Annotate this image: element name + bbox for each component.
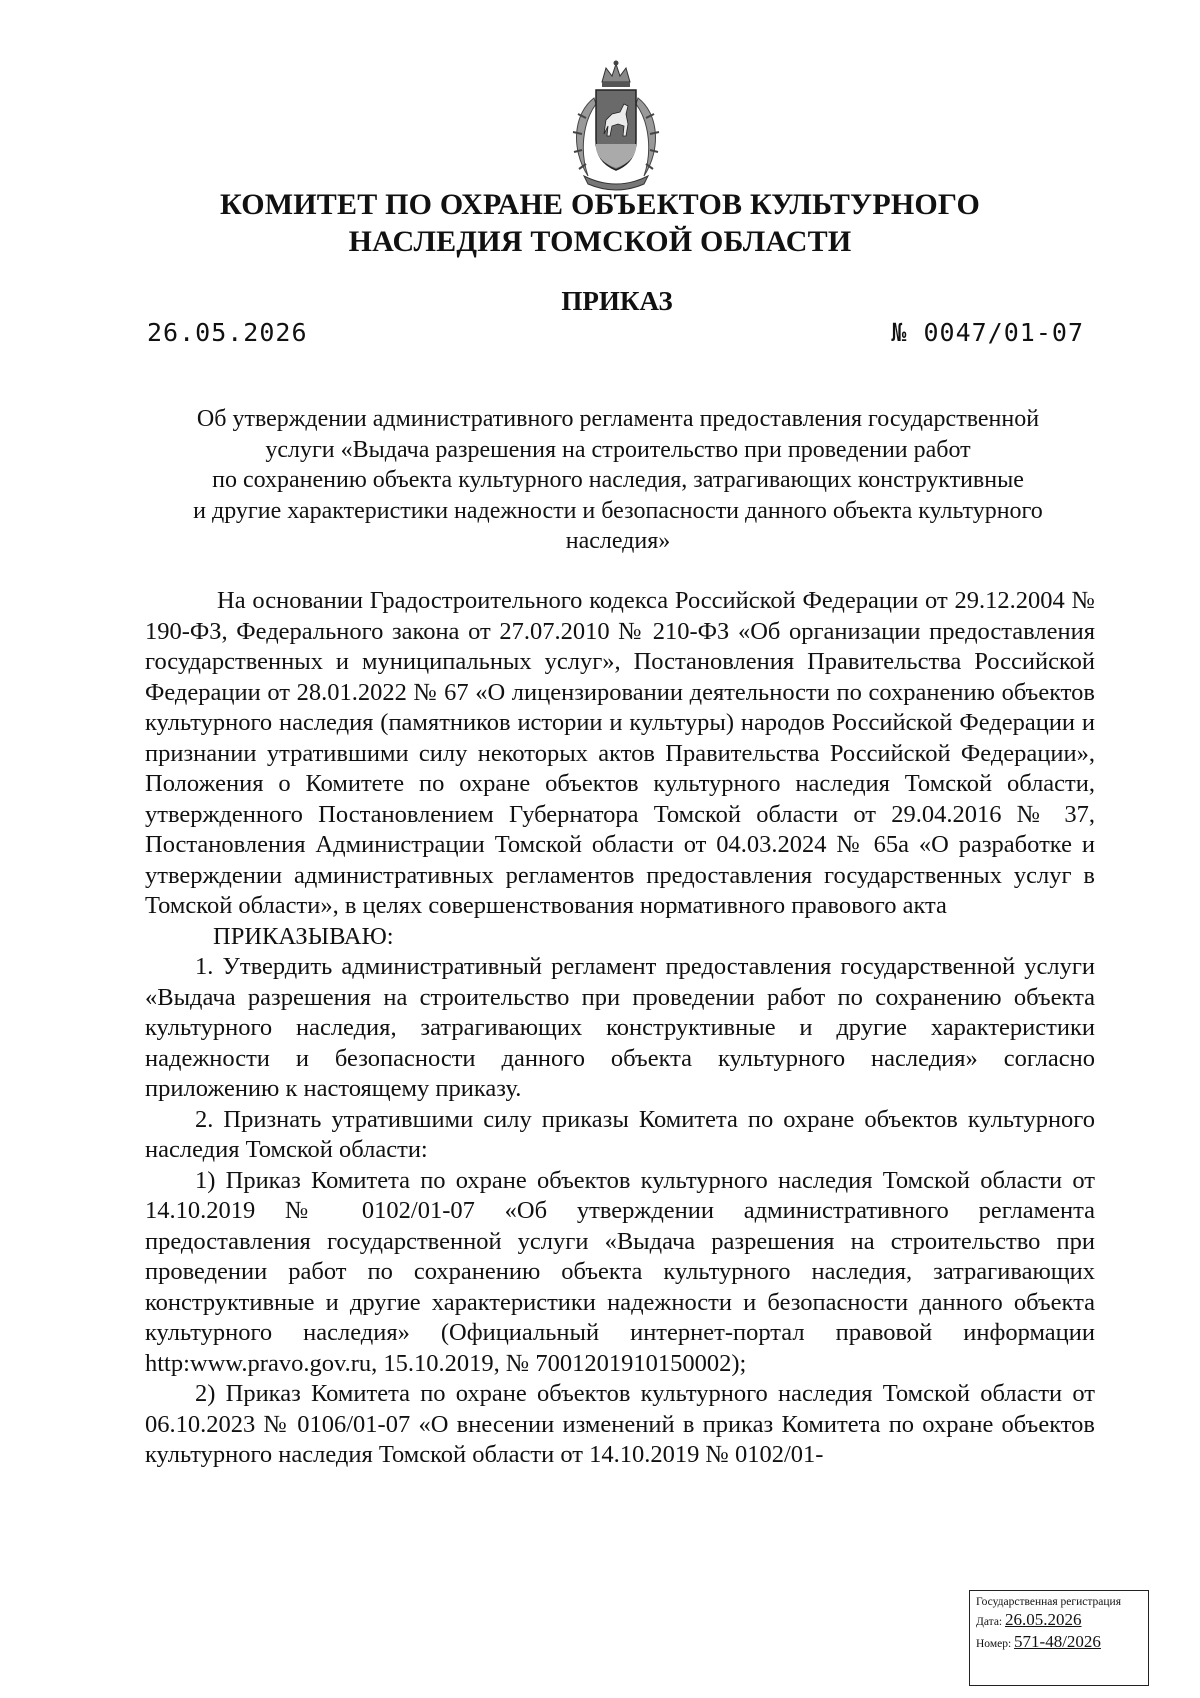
order-number: № 0047/01-07 [891, 318, 1084, 347]
document-type-heading: ПРИКАЗ [561, 286, 673, 316]
order-date: 26.05.2026 [147, 318, 308, 347]
organization-title-line2: НАСЛЕДИЯ ТОМСКОЙ ОБЛАСТИ [348, 225, 852, 258]
subject-line: по сохранению объекта культурного наследия, затрагивающих конструктивные [212, 467, 1024, 493]
subject-line: наследия» [565, 528, 671, 554]
registration-date-label: Дата: [976, 1616, 1003, 1628]
order-directive-word: ПРИКАЗЫВАЮ: [213, 922, 394, 950]
coat-of-arms-emblem [560, 58, 672, 194]
subject-line: услуги «Выдача разрешения на строительство при проведении работ [265, 436, 971, 463]
organization-title-line1: КОМИТЕТ ПО ОХРАНЕ ОБЪЕКТОВ КУЛЬТУРНОГО [220, 188, 980, 221]
organization-title [140, 186, 1060, 260]
preamble-paragraph: На основании Градостроительного кодекса Российской Федерации от 29.12.2004 № 190-ФЗ, Федерального закона от 27.07.2010 № 210-ФЗ «Об организации предоставления государственных и муниципальных услуг», Постановления Правительства Российской Федерации от 28.01.2022 № 67 «О лицензировании деятельности по сохранению объектов культурного наследия (памятников истории и культуры) народов Российской Федерации и признании утратившими силу некоторых актов Правительства Российской Федерации», Положения о Комитете по охране объектов культурного наследия Томской области, утвержденного Постановлением Губернатора Томской области от 29.04.2016 № 37, Постановления Администрации Томской области от 04.03.2024 № 65а «О разработке и утверждении административных регламентов предоставления государственных услуг в Томской области», в целях совершенствования нормативного правового акта [145, 587, 1095, 919]
subpoint-1-paragraph: 1) Приказ Комитета по охране объектов культурного наследия Томской области от 14.10.2019 № 0102/01-07 «Об утверждении административного регламента предоставления государственной услуги «Выдача разрешения на строительство при проведении работ по сохранению объекта культурного наследия, затрагивающих конструктивные и другие характеристики надежности и безопасности данного объекта культурного наследия» (Официальный интернет-портал правовой информации http:www.pravo.gov.ru, 15.10.2019, № 7001201910150002); [145, 1166, 1095, 1377]
registration-number-label: Номер: [976, 1638, 1012, 1650]
registration-date-value: 26.05.2026 [1005, 1610, 1082, 1629]
point-1-paragraph: 1. Утвердить административный регламент предоставления государственной услуги «Выдача разрешения на строительство при проведении работ по сохранению объекта культурного наследия, затрагивающих конструктивные и другие характеристики надежности и безопасности данного объекта культурного наследия» согласно приложению к настоящему приказу. [145, 953, 1095, 1102]
registration-stamp-title: Государственная регистрация [976, 1596, 1121, 1608]
point-2-paragraph: 2. Признать утратившими силу приказы Комитета по охране объектов культурного наследия Томской области: [145, 1105, 1095, 1163]
subject-line: и другие характеристики надежности и безопасности данного объекта культурного [193, 497, 1043, 524]
registration-stamp [969, 1590, 1149, 1686]
subject-line: Об утверждении административного регламента предоставления государственной [196, 406, 1040, 432]
order-subject [140, 404, 1096, 557]
subpoint-2-paragraph: 2) Приказ Комитета по охране объектов культурного наследия Томской области от 06.10.2023 № 0106/01-07 «О внесении изменений в приказ Комитета по охране объектов культурного наследия Томской области от 14.10.2019 № 0102/01- [145, 1380, 1095, 1468]
registration-number-value: 571-48/2026 [1014, 1632, 1101, 1651]
order-body [145, 586, 1095, 1471]
